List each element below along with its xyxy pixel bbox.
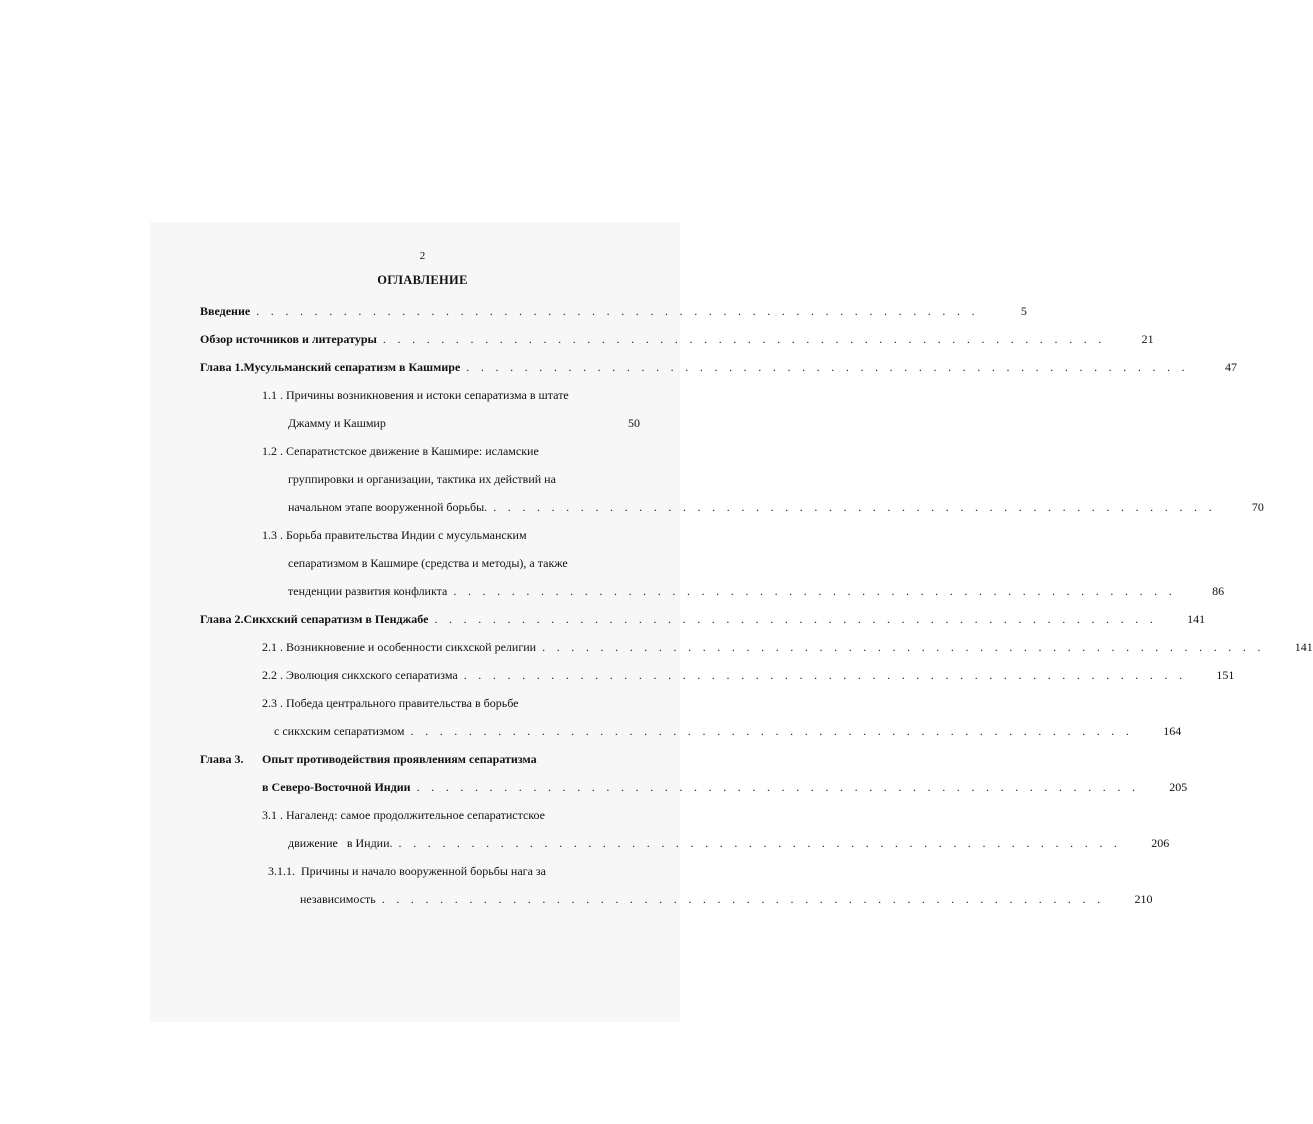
toc-page-number: 206 bbox=[1151, 836, 1170, 850]
toc-page-number: 47 bbox=[1224, 360, 1237, 374]
toc-entry-text: Джамму и Кашмир bbox=[288, 416, 386, 430]
toc-entry-chapter-1[interactable] bbox=[200, 358, 1237, 376]
toc-entry-text: 1.1 . Причины возникновения и истоки сепаратизма в штате bbox=[262, 388, 569, 402]
toc-entry-text: Опыт противодействия проявлениям сепаратизма bbox=[262, 752, 537, 766]
toc-entry-sources-review[interactable] bbox=[200, 330, 1154, 348]
toc-entry-text: с сикхским сепаратизмом bbox=[274, 724, 405, 738]
toc-entry-text: 1.3 . Борьба правительства Индии с мусульманским bbox=[262, 528, 527, 542]
toc-entry-1-2-line2[interactable] bbox=[288, 470, 640, 488]
toc-page-number: 86 bbox=[1212, 584, 1225, 598]
toc-entry-1-1-line1[interactable] bbox=[262, 386, 640, 404]
toc-entry-text: Сикхский сепаратизм в Пенджабе bbox=[243, 612, 429, 626]
toc-page-number: 164 bbox=[1163, 724, 1182, 738]
toc-page-number: 141 bbox=[1294, 640, 1313, 654]
toc-page-number: 210 bbox=[1134, 892, 1153, 906]
toc-entry-text: 2.3 . Победа центрального правительства в борьбе bbox=[262, 696, 519, 710]
toc-page-number: 50 bbox=[628, 416, 640, 430]
toc-page-number: 151 bbox=[1216, 668, 1235, 682]
toc-entry-2-3-line1[interactable] bbox=[262, 694, 640, 712]
dot-leader: . . . . . . . . . . . . . . . . . . . . . . . . . . . . . . . . . . . . . . . . . . . . . . . . . . bbox=[542, 640, 1265, 654]
toc-page-number: 21 bbox=[1141, 332, 1154, 346]
dot-leader: . . . . . . . . . . . . . . . . . . . . . . . . . . . . . . . . . . . . . . . . . . . . . . . . . . bbox=[466, 360, 1189, 374]
toc-entry-1-2-line1[interactable] bbox=[262, 442, 640, 460]
toc-entry-text: сепаратизмом в Кашмире (средства и методы), а также bbox=[288, 556, 568, 570]
toc-entry-text: 2.1 . Возникновение и особенности сикхской религии bbox=[262, 640, 537, 654]
toc-entry-text: 3.1 . Нагаленд: самое продолжительное сепаратистское bbox=[262, 808, 546, 822]
toc-page-number: 141 bbox=[1187, 612, 1206, 626]
toc-entry-3-1-1-line2[interactable] bbox=[300, 890, 1153, 908]
toc-page-number: 70 bbox=[1251, 500, 1264, 514]
toc-entry-2-3-line2[interactable] bbox=[274, 722, 1182, 740]
toc-entry-1-3-line3[interactable] bbox=[288, 582, 1225, 600]
toc-entry-text: 3.1.1. Причины и начало вооруженной борьбы нага за bbox=[268, 864, 546, 878]
toc-entry-3-1-line1[interactable] bbox=[262, 806, 640, 824]
toc-entry-text: Мусульманский сепаратизм в Кашмире bbox=[243, 360, 461, 374]
toc-entry-chapter-2[interactable] bbox=[200, 610, 1206, 628]
toc-entry-text: начальном этапе вооруженной борьбы. bbox=[288, 500, 488, 514]
dot-leader: . . . . . . . . . . . . . . . . . . . . . . . . . . . . . . . . . . . . . . . . . . . . . . . . . . bbox=[434, 612, 1158, 626]
toc-entry-1-2-line3[interactable] bbox=[288, 498, 1264, 516]
toc-entry-1-3-line1[interactable] bbox=[262, 526, 640, 544]
toc-entry-1-1-line2[interactable] bbox=[288, 414, 640, 432]
chapter-label: Глава 1. bbox=[200, 360, 244, 374]
toc-entry-text: тенденции развития конфликта bbox=[288, 584, 448, 598]
dot-leader: . . . . . . . . . . . . . . . . . . . . . . . . . . . . . . . . . . . . . . . . . . . . . . . . . . bbox=[416, 780, 1140, 794]
chapter-label: Глава 3. bbox=[200, 752, 244, 766]
toc-page-number: 5 bbox=[1020, 304, 1027, 318]
dot-leader: . . . . . . . . . . . . . . . . . . . . . . . . . . . . . . . . . . . . . . . . . . . . . . . . . . bbox=[381, 892, 1105, 906]
toc-entry-2-2[interactable] bbox=[262, 666, 1235, 684]
toc-entry-introduction[interactable] bbox=[200, 302, 1027, 320]
dot-leader: . . . . . . . . . . . . . . . . . . . . . . . . . . . . . . . . . . . . . . . . . . . . . . . . . . bbox=[398, 836, 1122, 850]
toc-entry-text: 2.2 . Эволюция сикхского сепаратизма bbox=[262, 668, 458, 682]
toc-entry-3-1-1-line1[interactable] bbox=[268, 862, 640, 880]
toc-entry-text: движение в Индии. bbox=[288, 836, 393, 850]
dot-leader: . . . . . . . . . . . . . . . . . . . . . . . . . . . . . . . . . . . . . . . . . . . . . . . . . . bbox=[453, 584, 1177, 598]
dot-leader: . . . . . . . . . . . . . . . . . . . . . . . . . . . . . . . . . . . . . . . . . . . . . . . . . . bbox=[382, 332, 1106, 346]
toc-entry-2-1[interactable] bbox=[262, 638, 1313, 656]
dot-leader: . . . . . . . . . . . . . . . . . . . . . . . . . . . . . . . . . . . . . . . . . . . . . . . . . . bbox=[256, 304, 979, 318]
toc-entry-text: Обзор источников и литературы bbox=[200, 332, 377, 346]
page-number: 2 bbox=[419, 250, 426, 262]
chapter-label: Глава 2. bbox=[200, 612, 244, 626]
toc-entry-text: независимость bbox=[300, 892, 376, 906]
toc-entry-3-1-line2[interactable] bbox=[288, 834, 1170, 852]
toc-page-number: 205 bbox=[1169, 780, 1188, 794]
dot-leader: . . . . . . . . . . . . . . . . . . . . . . . . . . . . . . . . . . . . . . . . . . . . . . . . . . bbox=[410, 724, 1134, 738]
dot-leader: . . . . . . . . . . . . . . . . . . . . . . . . . . . . . . . . . . . . . . . . . . . . . . . . . . bbox=[493, 500, 1216, 514]
toc-entry-text: группировки и организации, тактика их действий на bbox=[288, 472, 556, 486]
page-title: ОГЛАВЛЕНИЕ bbox=[377, 273, 468, 287]
toc-entry-chapter-3-line1[interactable] bbox=[200, 750, 640, 768]
toc-entry-1-3-line2[interactable] bbox=[288, 554, 640, 572]
dot-leader: . . . . . . . . . . . . . . . . . . . . . . . . . . . . . . . . . . . . . . . . . . . . . . . . . . bbox=[463, 668, 1187, 682]
toc-entry-chapter-3-line2[interactable] bbox=[262, 778, 1188, 796]
toc-entry-text: в Северо-Восточной Индии bbox=[262, 780, 411, 794]
toc-entry-text: 1.2 . Сепаратистское движение в Кашмире: исламские bbox=[262, 444, 539, 458]
toc-entry-text: Введение bbox=[200, 304, 251, 318]
